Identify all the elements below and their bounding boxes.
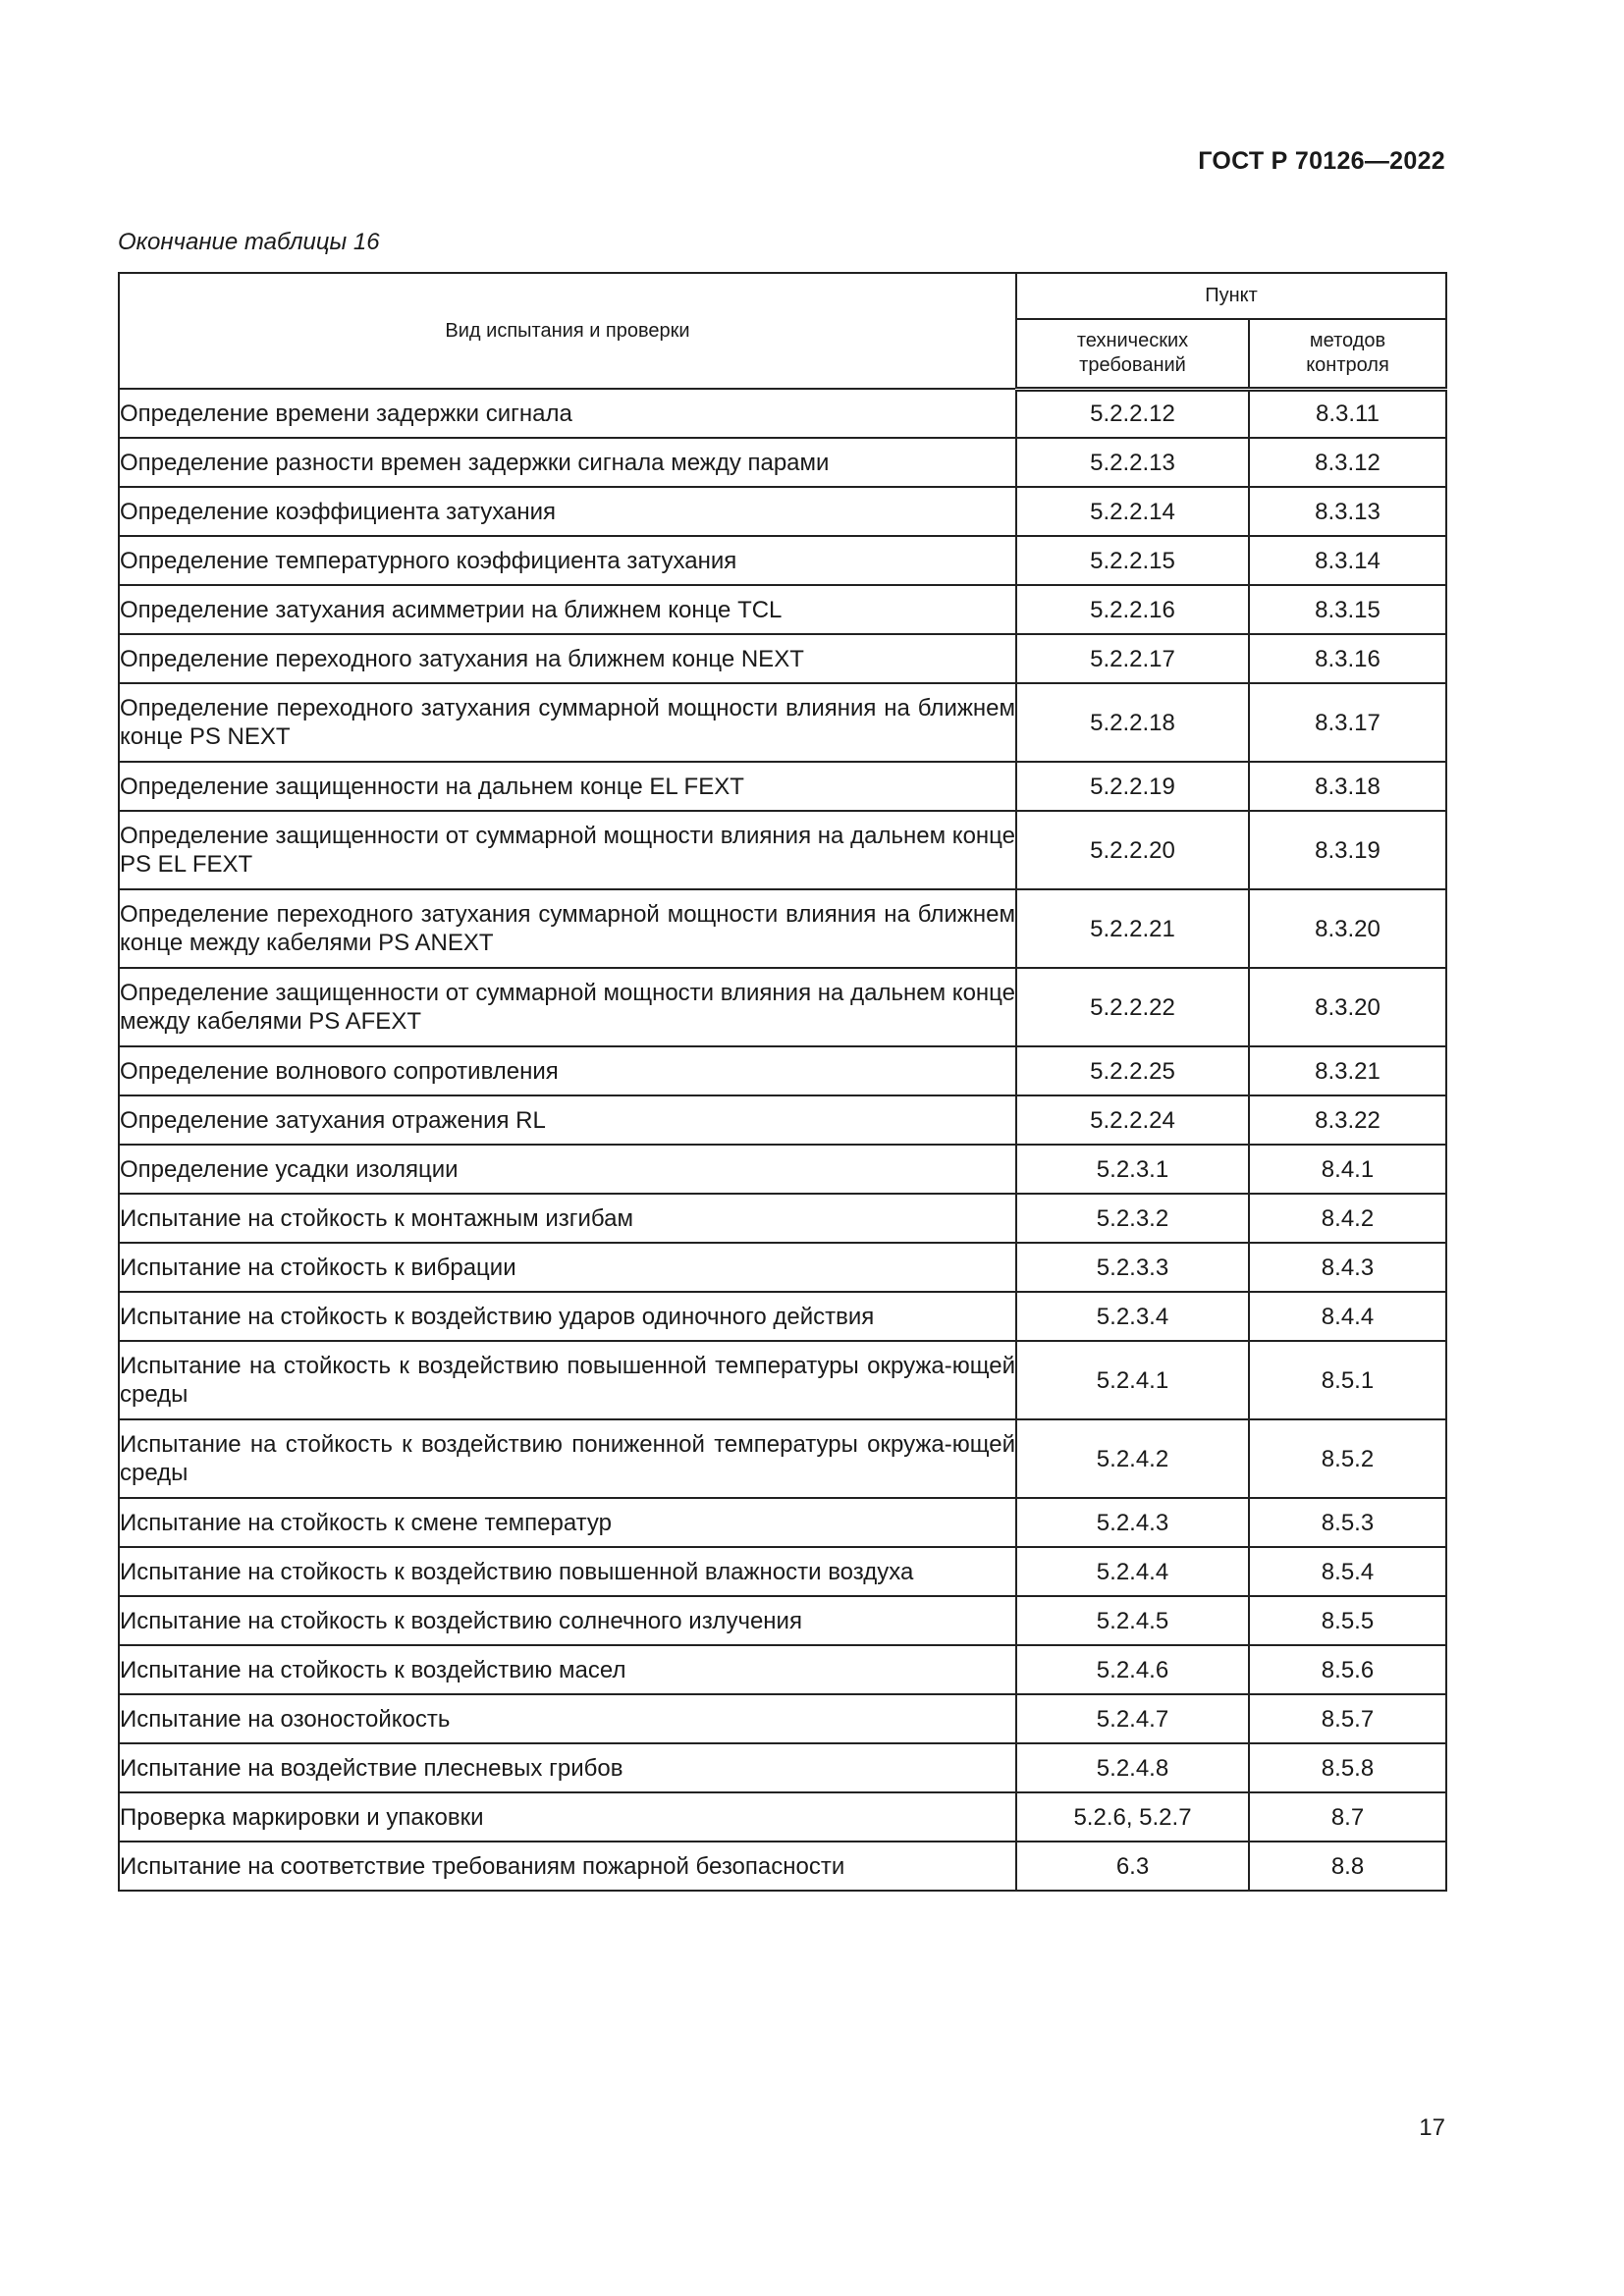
- control-methods-clause-cell: 8.3.18: [1249, 762, 1446, 811]
- technical-requirements-clause-cell: 5.2.4.6: [1016, 1645, 1249, 1694]
- page-number: 17: [1419, 2114, 1445, 2141]
- control-methods-clause-cell: 8.8: [1249, 1842, 1446, 1891]
- test-name-cell: Испытание на стойкость к монтажным изгибам: [119, 1194, 1016, 1243]
- technical-requirements-clause-cell: 5.2.4.5: [1016, 1596, 1249, 1645]
- table-row: [119, 762, 1446, 811]
- technical-requirements-clause-cell: 5.2.4.4: [1016, 1547, 1249, 1596]
- table-row: [119, 585, 1446, 634]
- table-row: [119, 1292, 1446, 1341]
- test-name-cell: Испытание на стойкость к смене температур: [119, 1498, 1016, 1547]
- table-row: [119, 1194, 1446, 1243]
- table-row: [119, 811, 1446, 889]
- document-standard-number: ГОСТ Р 70126—2022: [1198, 147, 1445, 175]
- control-methods-clause-cell: 8.3.13: [1249, 487, 1446, 536]
- test-name-cell: Испытание на стойкость к воздействию масел: [119, 1645, 1016, 1694]
- test-name-cell: Определение времени задержки сигнала: [119, 389, 1016, 438]
- technical-requirements-clause-cell: 5.2.2.18: [1016, 683, 1249, 762]
- test-name-cell: Испытание на стойкость к вибрации: [119, 1243, 1016, 1292]
- technical-requirements-clause-cell: 5.2.2.19: [1016, 762, 1249, 811]
- technical-requirements-clause-cell: 5.2.2.25: [1016, 1046, 1249, 1095]
- test-name-cell: Испытание на воздействие плесневых грибов: [119, 1743, 1016, 1792]
- control-methods-clause-cell: 8.4.4: [1249, 1292, 1446, 1341]
- control-methods-clause-cell: 8.3.12: [1249, 438, 1446, 487]
- table-row: [119, 536, 1446, 585]
- table-row: [119, 438, 1446, 487]
- test-name-cell: Определение волнового сопротивления: [119, 1046, 1016, 1095]
- technical-requirements-clause-cell: 5.2.3.3: [1016, 1243, 1249, 1292]
- table-body: [119, 389, 1446, 1891]
- test-name-cell: Испытание на стойкость к воздействию повышенной влажности воздуха: [119, 1547, 1016, 1596]
- control-methods-clause-cell: 8.3.22: [1249, 1095, 1446, 1145]
- control-methods-clause-cell: 8.3.20: [1249, 968, 1446, 1046]
- technical-requirements-clause-cell: 5.2.3.4: [1016, 1292, 1249, 1341]
- test-name-cell: Испытание на соответствие требованиям пожарной безопасности: [119, 1842, 1016, 1891]
- technical-requirements-clause-cell: 5.2.6, 5.2.7: [1016, 1792, 1249, 1842]
- control-methods-clause-cell: 8.3.21: [1249, 1046, 1446, 1095]
- test-name-cell: Определение коэффициента затухания: [119, 487, 1016, 536]
- test-name-cell: Определение переходного затухания суммарной мощности влияния на ближнем конце PS NEXT: [119, 683, 1016, 762]
- control-methods-clause-cell: 8.4.2: [1249, 1194, 1446, 1243]
- control-methods-clause-cell: 8.3.19: [1249, 811, 1446, 889]
- control-methods-clause-cell: 8.4.3: [1249, 1243, 1446, 1292]
- technical-requirements-clause-cell: 5.2.2.22: [1016, 968, 1249, 1046]
- table-row: [119, 1419, 1446, 1498]
- technical-requirements-clause-cell: 5.2.2.12: [1016, 389, 1249, 438]
- table-row: [119, 1596, 1446, 1645]
- test-name-cell: Определение переходного затухания на ближнем конце NEXT: [119, 634, 1016, 683]
- control-methods-clause-cell: 8.5.1: [1249, 1341, 1446, 1419]
- test-name-cell: Определение защищенности от суммарной мощности влияния на дальнем конце между кабелями PS AFEXT: [119, 968, 1016, 1046]
- test-name-cell: Испытание на стойкость к воздействию ударов одиночного действия: [119, 1292, 1016, 1341]
- table-row: [119, 1046, 1446, 1095]
- test-name-cell: Испытание на стойкость к воздействию повышенной температуры окружа-ющей среды: [119, 1341, 1016, 1419]
- table-row: [119, 487, 1446, 536]
- table-caption: Окончание таблицы 16: [118, 229, 380, 255]
- test-name-cell: Определение разности времен задержки сигнала между парами: [119, 438, 1016, 487]
- test-name-cell: Определение затухания асимметрии на ближнем конце TCL: [119, 585, 1016, 634]
- technical-requirements-clause-cell: 5.2.2.21: [1016, 889, 1249, 968]
- technical-requirements-clause-cell: 5.2.3.2: [1016, 1194, 1249, 1243]
- test-name-cell: Проверка маркировки и упаковки: [119, 1792, 1016, 1842]
- header-clause-group: Пункт: [1016, 273, 1446, 319]
- test-name-cell: Определение защищенности на дальнем конце EL FEXT: [119, 762, 1016, 811]
- control-methods-clause-cell: 8.4.1: [1249, 1145, 1446, 1194]
- table-row: [119, 1498, 1446, 1547]
- control-methods-clause-cell: 8.3.11: [1249, 389, 1446, 438]
- technical-requirements-clause-cell: 5.2.2.15: [1016, 536, 1249, 585]
- test-methods-table: [118, 272, 1447, 1892]
- control-methods-clause-cell: 8.5.2: [1249, 1419, 1446, 1498]
- table-row: [119, 1743, 1446, 1792]
- technical-requirements-clause-cell: 5.2.4.3: [1016, 1498, 1249, 1547]
- table-row: [119, 1341, 1446, 1419]
- technical-requirements-clause-cell: 5.2.2.24: [1016, 1095, 1249, 1145]
- control-methods-clause-cell: 8.3.17: [1249, 683, 1446, 762]
- table-row: [119, 889, 1446, 968]
- technical-requirements-clause-cell: 5.2.4.8: [1016, 1743, 1249, 1792]
- header-control-methods: методов контроля: [1249, 319, 1446, 389]
- control-methods-clause-cell: 8.5.8: [1249, 1743, 1446, 1792]
- table-row: [119, 1792, 1446, 1842]
- table-row: [119, 1547, 1446, 1596]
- header-technical-requirements: технических требований: [1016, 319, 1249, 389]
- header-test-type: Вид испытания и проверки: [119, 273, 1016, 389]
- control-methods-clause-cell: 8.5.4: [1249, 1547, 1446, 1596]
- table-row: [119, 1095, 1446, 1145]
- technical-requirements-clause-cell: 5.2.4.2: [1016, 1419, 1249, 1498]
- control-methods-clause-cell: 8.3.14: [1249, 536, 1446, 585]
- table-row: [119, 968, 1446, 1046]
- table-row: [119, 1694, 1446, 1743]
- table-row: [119, 683, 1446, 762]
- test-name-cell: Испытание на стойкость к воздействию пониженной температуры окружа-ющей среды: [119, 1419, 1016, 1498]
- technical-requirements-clause-cell: 5.2.2.17: [1016, 634, 1249, 683]
- technical-requirements-clause-cell: 5.2.4.7: [1016, 1694, 1249, 1743]
- technical-requirements-clause-cell: 5.2.2.16: [1016, 585, 1249, 634]
- test-name-cell: Определение переходного затухания суммарной мощности влияния на ближнем конце между кабелями PS ANEXT: [119, 889, 1016, 968]
- test-name-cell: Определение затухания отражения RL: [119, 1095, 1016, 1145]
- technical-requirements-clause-cell: 5.2.4.1: [1016, 1341, 1249, 1419]
- control-methods-clause-cell: 8.3.16: [1249, 634, 1446, 683]
- test-name-cell: Испытание на озоностойкость: [119, 1694, 1016, 1743]
- technical-requirements-clause-cell: 5.2.2.13: [1016, 438, 1249, 487]
- control-methods-clause-cell: 8.3.20: [1249, 889, 1446, 968]
- control-methods-clause-cell: 8.5.3: [1249, 1498, 1446, 1547]
- technical-requirements-clause-cell: 5.2.2.20: [1016, 811, 1249, 889]
- test-name-cell: Определение усадки изоляции: [119, 1145, 1016, 1194]
- table-row: [119, 634, 1446, 683]
- test-name-cell: Определение температурного коэффициента затухания: [119, 536, 1016, 585]
- control-methods-clause-cell: 8.5.7: [1249, 1694, 1446, 1743]
- control-methods-clause-cell: 8.5.6: [1249, 1645, 1446, 1694]
- technical-requirements-clause-cell: 5.2.3.1: [1016, 1145, 1249, 1194]
- table-row: [119, 1243, 1446, 1292]
- table-row: [119, 389, 1446, 438]
- table-row: [119, 1145, 1446, 1194]
- table-row: [119, 1645, 1446, 1694]
- test-name-cell: Испытание на стойкость к воздействию солнечного излучения: [119, 1596, 1016, 1645]
- control-methods-clause-cell: 8.5.5: [1249, 1596, 1446, 1645]
- table-row: [119, 1842, 1446, 1891]
- control-methods-clause-cell: 8.7: [1249, 1792, 1446, 1842]
- control-methods-clause-cell: 8.3.15: [1249, 585, 1446, 634]
- technical-requirements-clause-cell: 5.2.2.14: [1016, 487, 1249, 536]
- test-name-cell: Определение защищенности от суммарной мощности влияния на дальнем конце PS EL FEXT: [119, 811, 1016, 889]
- technical-requirements-clause-cell: 6.3: [1016, 1842, 1249, 1891]
